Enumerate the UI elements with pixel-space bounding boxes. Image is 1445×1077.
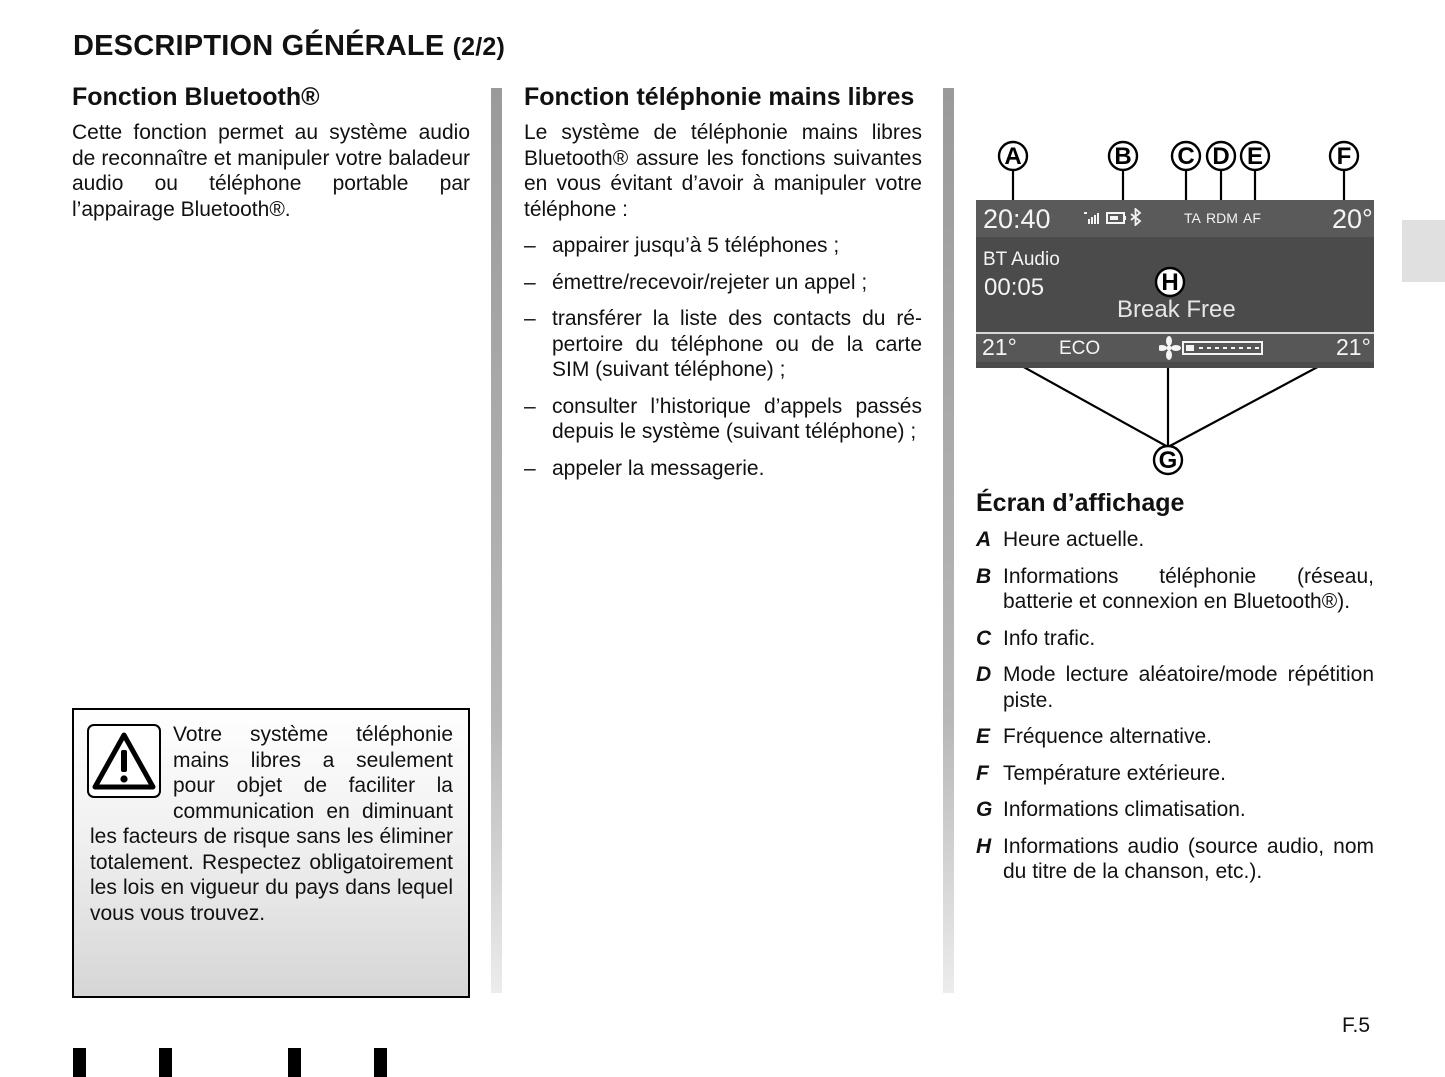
list-dash: –: [524, 270, 536, 294]
fan-icon: [1159, 336, 1181, 360]
page-number: F.5: [1342, 1014, 1371, 1037]
list-item-text: appeler la messagerie.: [552, 456, 765, 480]
page-title-text: DESCRIPTION GÉNÉRALE: [73, 30, 445, 62]
callout-a: A: [1004, 143, 1022, 170]
section-tab-marker: [1402, 220, 1445, 282]
column-divider-right: [943, 88, 954, 993]
list-item-text: appairer jusqu’à 5 téléphones ;: [552, 234, 840, 257]
legend-key: F: [976, 761, 989, 785]
handsfree-heading: Fonction téléphonie mains libres: [524, 83, 915, 111]
legend-key: H: [976, 834, 992, 858]
bluetooth-section: [72, 82, 470, 222]
callout-f: F: [1336, 143, 1352, 170]
list-item: [524, 456, 922, 482]
display-time: 20:40: [983, 204, 1051, 234]
callout-e: E: [1246, 143, 1264, 170]
bluetooth-heading: Fonction Bluetooth®: [72, 83, 320, 111]
callout-h-marker: [1154, 266, 1186, 298]
list-item: [976, 724, 1374, 750]
callout-b: B: [1114, 143, 1132, 170]
page-title: [73, 30, 505, 63]
battery-icon: [1107, 213, 1126, 223]
legend-text: Température extérieure.: [1003, 761, 1226, 785]
list-item: [976, 761, 1374, 787]
list-item: [976, 626, 1374, 652]
legend-text: Informations téléphonie (réseau, batterie et connexion en Bluetooth®).: [1003, 564, 1374, 613]
signal-icon: [1084, 212, 1099, 224]
handsfree-function-list: [524, 233, 922, 481]
display-rdm: RDM: [1206, 210, 1238, 226]
display-af: AF: [1243, 210, 1261, 226]
list-item-text: émettre/recevoir/rejeter un appel ;: [552, 270, 868, 294]
warning-box: [72, 708, 470, 998]
list-item: [524, 233, 922, 259]
list-item: [524, 270, 922, 296]
display-phone-icons: [1084, 208, 1146, 226]
handsfree-section: [524, 82, 922, 492]
bluetooth-text: Cette fonction permet au système audio de reconnaître et manipuler votre baladeur audio ou téléphone portable par l’appairage Bluetooth®.: [72, 121, 470, 221]
list-item-text: transférer la liste des contacts du répertoire du téléphone ou de la carte SIM (suivant téléphone) ;: [552, 307, 922, 381]
list-dash: –: [524, 394, 536, 418]
display-source: BT Audio: [983, 249, 1060, 270]
display-ta: TA: [1184, 210, 1201, 226]
bluetooth-icon: [1131, 209, 1140, 225]
crop-mark: [288, 1048, 301, 1077]
list-item-text: consulter l’historique d’appels passés depuis le système (suivant téléphone) ;: [552, 394, 922, 443]
list-dash: –: [524, 234, 536, 257]
list-dash: –: [524, 307, 536, 330]
list-dash: –: [524, 456, 536, 480]
list-item: [976, 797, 1374, 823]
warning-triangle-icon: [87, 724, 161, 798]
list-item: [524, 394, 922, 445]
display-temp-right: 21°: [1336, 334, 1371, 360]
legend-key: C: [976, 626, 992, 650]
display-outside-temp: 20°: [1332, 204, 1373, 234]
callout-g: G: [1158, 447, 1178, 474]
display-screen: [976, 200, 1374, 368]
display-legend-section: [976, 488, 1374, 896]
legend-text: Informations audio (source audio, nom du titre de la chanson, etc.).: [1003, 834, 1374, 883]
display-legend-list: [976, 527, 1374, 885]
crop-mark: [374, 1048, 387, 1077]
crop-mark: [73, 1048, 86, 1077]
callout-c: C: [1177, 143, 1195, 170]
page-title-suffix: (2/2): [452, 33, 506, 61]
legend-key: A: [976, 528, 992, 551]
display-legend-heading: Écran d’affichage: [976, 489, 1185, 517]
legend-text: Heure actuelle.: [1003, 528, 1145, 551]
list-item: [976, 564, 1374, 615]
warning-text: Votre système téléphonie mains libres a seulement pour objet de faciliter la communication en diminuant les facteurs de risque sans les éliminer totalement. Respectez obligatoirement les lois en vigueur du pays dans lequel vous vous trouvez.: [90, 723, 453, 925]
callout-h: H: [1161, 269, 1179, 296]
list-item: [524, 306, 922, 383]
legend-text: Informations climatisation.: [1003, 798, 1246, 821]
display-eco: ECO: [1059, 338, 1101, 359]
legend-text: Mode lecture aléatoire/mode répétition piste.: [1003, 663, 1374, 712]
display-temp-left: 21°: [982, 334, 1017, 360]
callout-d: D: [1212, 143, 1230, 170]
handsfree-intro: Le système de téléphonie mains libres Bluetooth® assure les fonctions suivantes en vous évitant d’avoir à manipuler votre téléphone :: [524, 121, 922, 221]
list-item: [976, 662, 1374, 713]
legend-key: D: [976, 663, 992, 686]
legend-text: Fréquence alternative.: [1003, 725, 1212, 748]
display-elapsed: 00:05: [984, 274, 1045, 301]
display-track-title: Break Free: [1117, 296, 1236, 323]
legend-text: Info trafic.: [1003, 626, 1096, 650]
legend-key: B: [976, 564, 992, 588]
display-fan-indicator: [1159, 336, 1265, 360]
fan-level-bar-icon: [1183, 342, 1262, 354]
legend-key: E: [976, 725, 991, 748]
crop-mark: [159, 1048, 172, 1077]
list-item: [976, 527, 1374, 553]
legend-key: G: [976, 798, 993, 821]
column-divider-left: [491, 88, 502, 993]
list-item: [976, 834, 1374, 885]
